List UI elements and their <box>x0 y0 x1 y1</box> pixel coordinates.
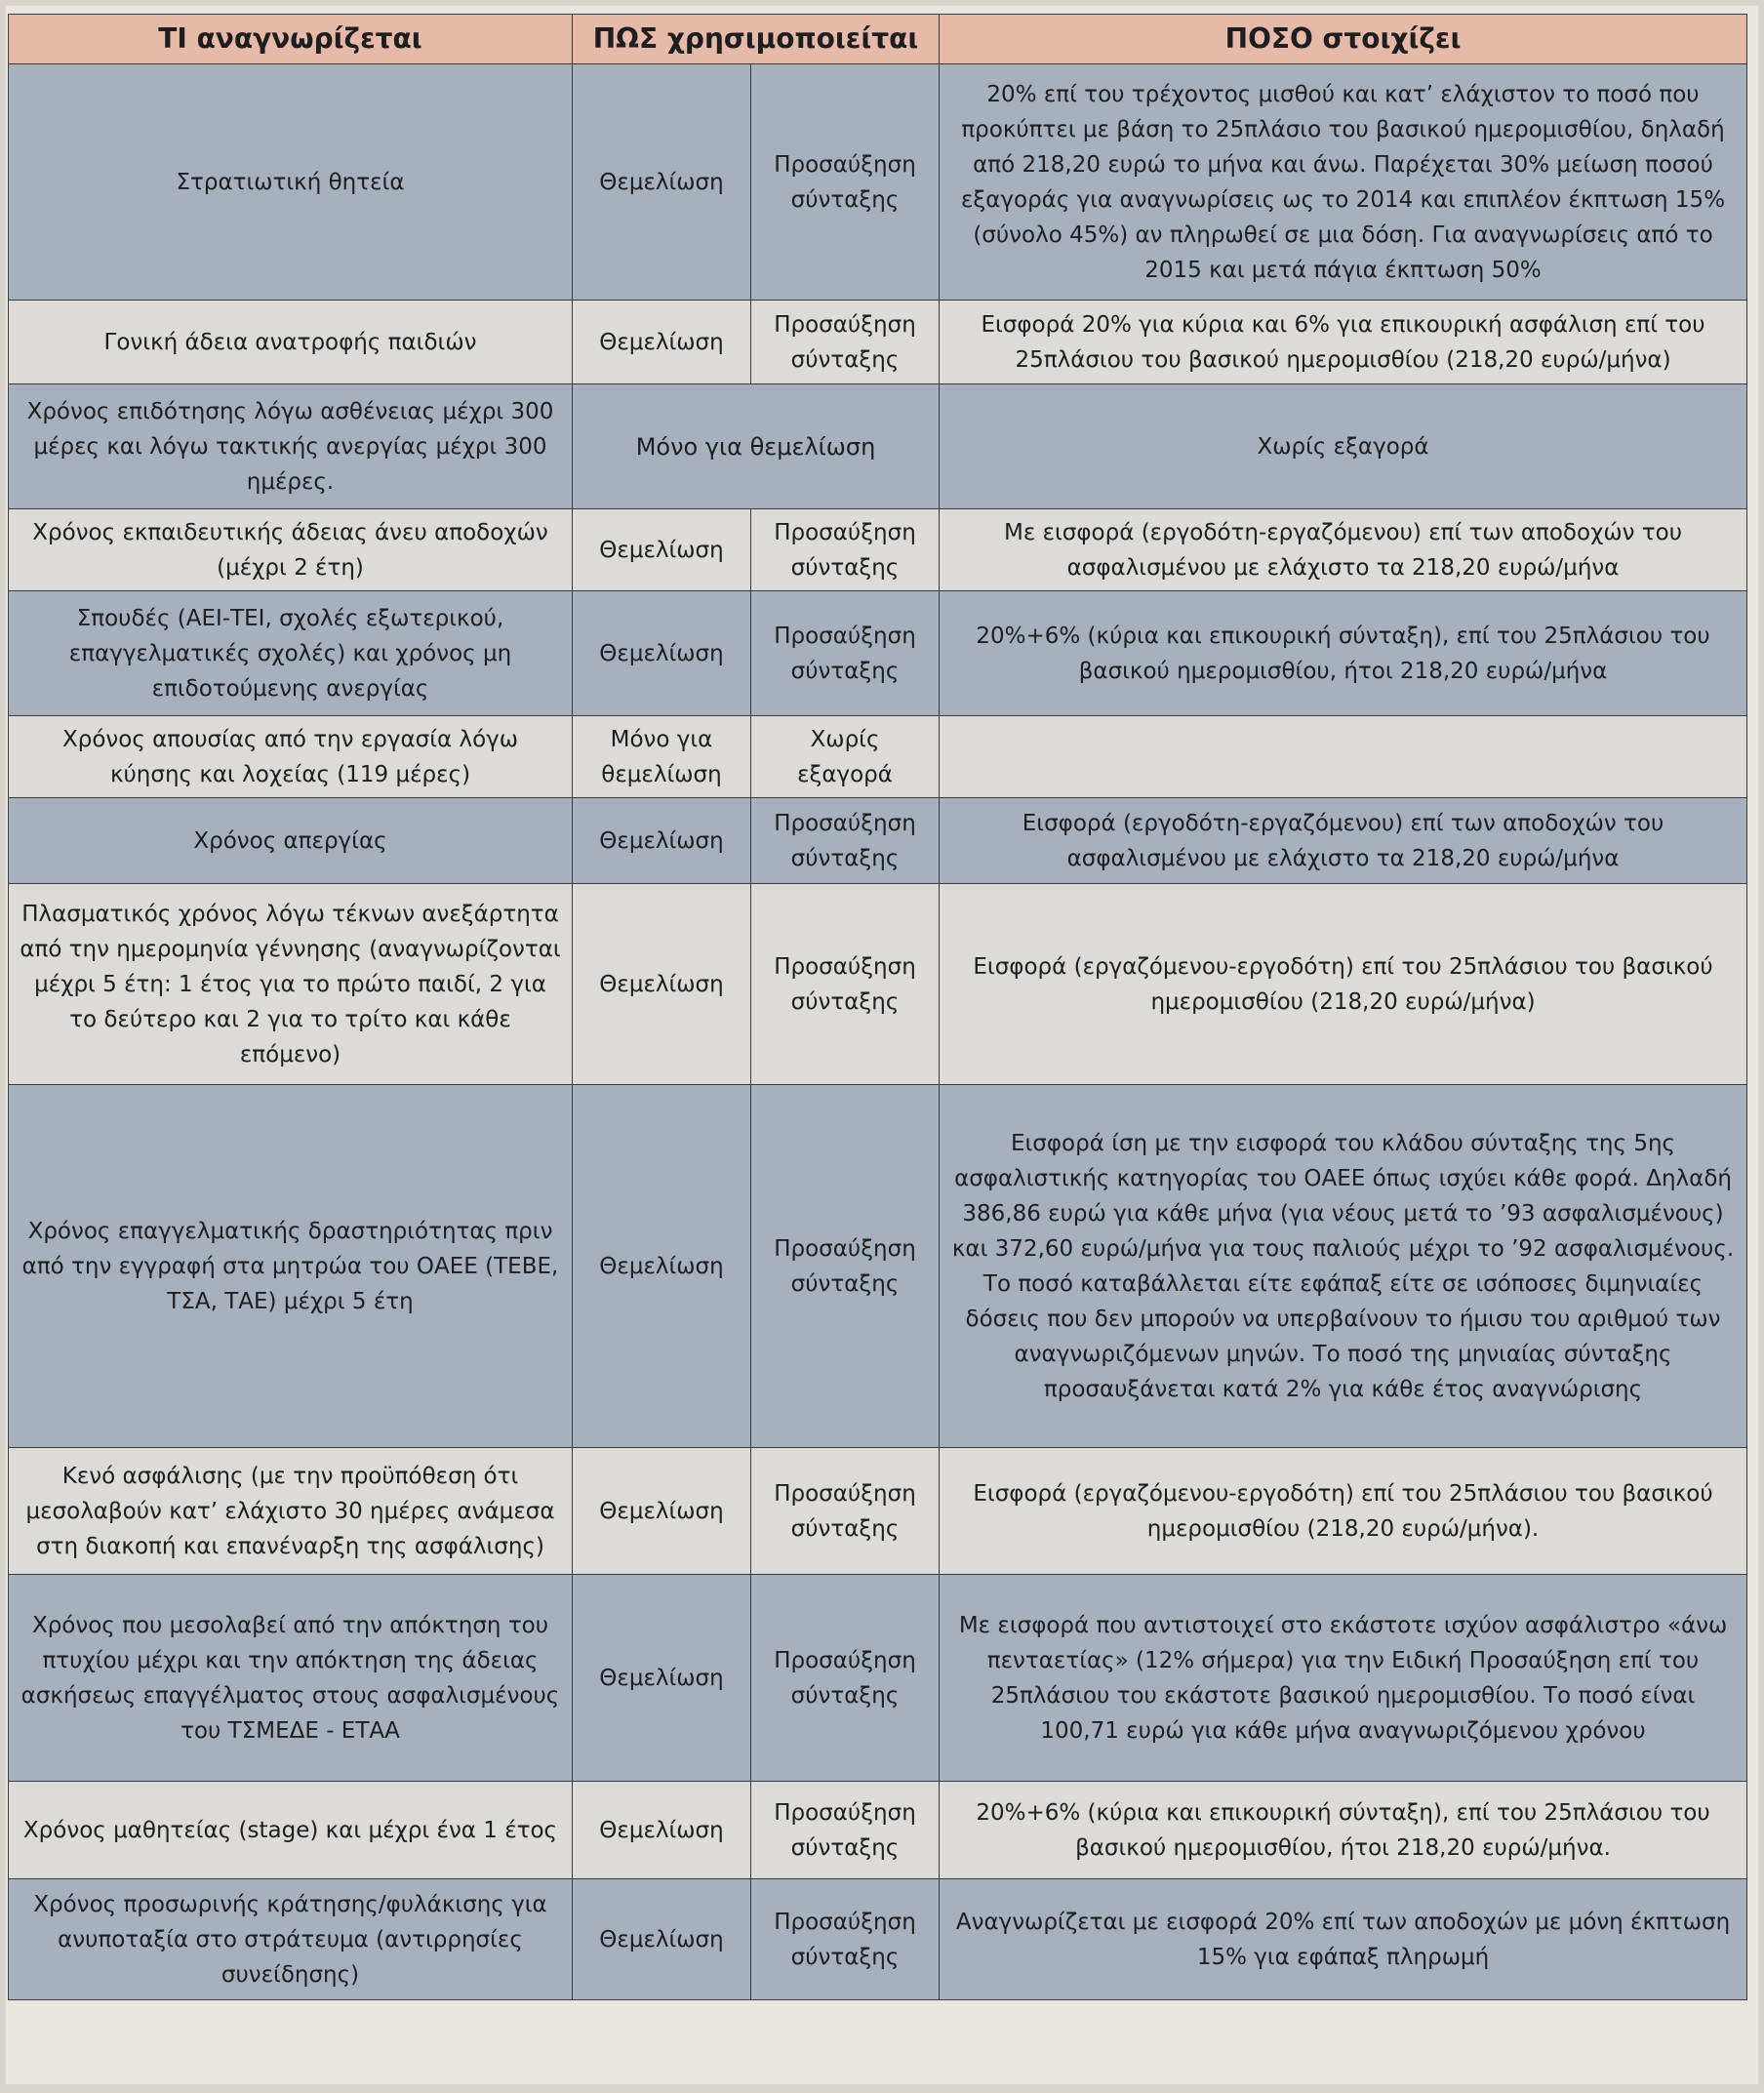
cell-what: Χρόνος που μεσολαβεί από την απόκτηση του πτυχίου μέχρι και την απόκτηση της άδειας ασκήσεως επαγγέλματος στους ασφαλισμένους του ΤΣΜΕΔΕ - ΕΤΑΑ <box>9 1575 573 1782</box>
cell-how-2: Προσαύξηση σύνταξης <box>751 301 940 384</box>
cell-cost: Αναγνωρίζεται με εισφορά 20% επί των αποδοχών με μόνη έκπτωση 15% για εφάπαξ πληρωμή <box>940 1879 1747 2000</box>
cell-what: Πλασματικός χρόνος λόγω τέκνων ανεξάρτητα από την ημερομηνία γέννησης (αναγνωρίζονται μέχρι 5 έτη: 1 έτος για το πρώτο παιδί, 2 για το δεύτερο και 2 για το τρίτο και κάθε επόμενο) <box>9 884 573 1085</box>
cell-how-2: Προσαύξηση σύνταξης <box>751 1085 940 1448</box>
cell-what: Χρόνος απεργίας <box>9 798 573 884</box>
table-row <box>9 384 1747 509</box>
table-row <box>9 716 1747 798</box>
cell-how-2: Προσαύξηση σύνταξης <box>751 509 940 591</box>
cell-how-1: Μόνο για θεμελίωση <box>573 716 751 798</box>
table-row <box>9 884 1747 1085</box>
table-row <box>9 301 1747 384</box>
table-row <box>9 1085 1747 1448</box>
cell-what: Χρόνος προσωρινής κράτησης/φυλάκισης για ανυποταξία στο στράτευμα (αντιρρησίες συνείδησης) <box>9 1879 573 2000</box>
cell-what: Χρόνος μαθητείας (stage) και μέχρι ένα 1 έτος <box>9 1782 573 1879</box>
cell-cost: Εισφορά (εργαζόμενου-εργοδότη) επί του 25πλάσιου του βασικού ημερομισθίου (218,20 ευρώ/μήνα) <box>940 884 1747 1085</box>
cell-how-2: Προσαύξηση σύνταξης <box>751 591 940 716</box>
cell-how-merged: Μόνο για θεμελίωση <box>573 384 940 509</box>
cell-how-1: Θεμελίωση <box>573 591 751 716</box>
cell-how-2: Προσαύξηση σύνταξης <box>751 1575 940 1782</box>
cell-what: Στρατιωτική θητεία <box>9 64 573 301</box>
pension-recognition-table <box>8 14 1747 2000</box>
cell-how-2: Χωρίς εξαγορά <box>751 716 940 798</box>
cell-cost: Με εισφορά (εργοδότη-εργαζόμενου) επί των αποδοχών του ασφαλισμένου με ελάχιστο τα 218,20 ευρώ/μήνα <box>940 509 1747 591</box>
cell-what: Χρόνος εκπαιδευτικής άδειας άνευ αποδοχών (μέχρι 2 έτη) <box>9 509 573 591</box>
table-row <box>9 1879 1747 2000</box>
cell-cost: Χωρίς εξαγορά <box>940 384 1747 509</box>
cell-how-2: Προσαύξηση σύνταξης <box>751 1448 940 1575</box>
table-row <box>9 1782 1747 1879</box>
cell-how-1: Θεμελίωση <box>573 1575 751 1782</box>
header-how: ΠΩΣ χρησιμοποιείται <box>573 15 940 64</box>
cell-cost: Εισφορά 20% για κύρια και 6% για επικουρική ασφάλιση επί του 25πλάσιου του βασικού ημερομισθίου (218,20 ευρώ/μήνα) <box>940 301 1747 384</box>
header-what: ΤΙ αναγνωρίζεται <box>9 15 573 64</box>
recognition-table-page <box>6 6 1758 2084</box>
cell-what: Χρόνος επαγγελματικής δραστηριότητας πριν από την εγγραφή στα μητρώα του ΟΑΕΕ (ΤΕΒΕ, ΤΣΑ, ΤΑΕ) μέχρι 5 έτη <box>9 1085 573 1448</box>
cell-cost: 20%+6% (κύρια και επικουρική σύνταξη), επί του 25πλάσιου του βασικού ημερομισθίου, ήτοι 218,20 ευρώ/μήνα <box>940 591 1747 716</box>
cell-how-1: Θεμελίωση <box>573 1085 751 1448</box>
cell-how-1: Θεμελίωση <box>573 884 751 1085</box>
table-row <box>9 1575 1747 1782</box>
cell-how-1: Θεμελίωση <box>573 798 751 884</box>
cell-cost: Εισφορά (εργαζόμενου-εργοδότη) επί του 25πλάσιου του βασικού ημερομισθίου (218,20 ευρώ/μήνα). <box>940 1448 1747 1575</box>
cell-cost: 20%+6% (κύρια και επικουρική σύνταξη), επί του 25πλάσιου του βασικού ημερομισθίου, ήτοι 218,20 ευρώ/μήνα. <box>940 1782 1747 1879</box>
cell-what: Χρόνος απουσίας από την εργασία λόγω κύησης και λοχείας (119 μέρες) <box>9 716 573 798</box>
cell-what: Κενό ασφάλισης (με την προϋπόθεση ότι μεσολαβούν κατ’ ελάχιστο 30 ημέρες ανάμεσα στη διακοπή και επανέναρξη της ασφάλισης) <box>9 1448 573 1575</box>
cell-how-1: Θεμελίωση <box>573 1782 751 1879</box>
cell-how-1: Θεμελίωση <box>573 1448 751 1575</box>
cell-what: Σπουδές (ΑΕΙ-ΤΕΙ, σχολές εξωτερικού, επαγγελματικές σχολές) και χρόνος μη επιδοτούμενης ανεργίας <box>9 591 573 716</box>
cell-cost <box>940 716 1747 798</box>
cell-cost: Με εισφορά που αντιστοιχεί στο εκάστοτε ισχύον ασφάλιστρο «άνω πενταετίας» (12% σήμερα) για την Ειδική Προσαύξηση επί του 25πλάσιου του εκάστοτε βασικού ημερομισθίου. Το ποσό είναι 100,71 ευρώ για κάθε μήνα αναγνωριζόμενου χρόνου <box>940 1575 1747 1782</box>
cell-how-1: Θεμελίωση <box>573 64 751 301</box>
cell-what: Χρόνος επιδότησης λόγω ασθένειας μέχρι 300 μέρες και λόγω τακτικής ανεργίας μέχρι 300 ημέρες. <box>9 384 573 509</box>
table-row <box>9 591 1747 716</box>
table-row <box>9 509 1747 591</box>
cell-how-2: Προσαύξηση σύνταξης <box>751 798 940 884</box>
cell-what: Γονική άδεια ανατροφής παιδιών <box>9 301 573 384</box>
table-row <box>9 64 1747 301</box>
cell-how-2: Προσαύξηση σύνταξης <box>751 64 940 301</box>
table-row <box>9 798 1747 884</box>
cell-how-1: Θεμελίωση <box>573 509 751 591</box>
header-cost: ΠΟΣΟ στοιχίζει <box>940 15 1747 64</box>
cell-cost: 20% επί του τρέχοντος μισθού και κατ’ ελάχιστον το ποσό που προκύπτει με βάση το 25πλάσιο του βασικού ημερομισθίου, δηλαδή από 218,20 ευρώ το μήνα και άνω. Παρέχεται 30% μείωση ποσού εξαγοράς για αναγνωρίσεις ως το 2014 και επιπλέον έκπτωση 15% (σύνολο 45%) αν πληρωθεί σε μια δόση. Για αναγνωρίσεις από το 2015 και μετά πάγια έκπτωση 50% <box>940 64 1747 301</box>
cell-how-2: Προσαύξηση σύνταξης <box>751 1879 940 2000</box>
cell-cost: Εισφορά (εργοδότη-εργαζόμενου) επί των αποδοχών του ασφαλισμένου με ελάχιστο τα 218,20 ευρώ/μήνα <box>940 798 1747 884</box>
cell-how-1: Θεμελίωση <box>573 1879 751 2000</box>
cell-cost: Εισφορά ίση με την εισφορά του κλάδου σύνταξης της 5ης ασφαλιστικής κατηγορίας του ΟΑΕΕ όπως ισχύει κάθε φορά. Δηλαδή 386,86 ευρώ για κάθε μήνα (για νέους μετά το ’93 ασφαλισμένους) και 372,60 ευρώ/μήνα για τους παλιούς μέχρι το ’92 ασφαλισμένους. Το ποσό καταβάλλεται είτε εφάπαξ είτε σε ισόποσες διμηνιαίες δόσεις που δεν μπορούν να υπερβαίνουν το ήμισυ του αριθμού των αναγνωριζόμενων μηνών. Το ποσό της μηνιαίας σύνταξης προσαυξάνεται κατά 2% για κάθε έτος αναγνώρισης <box>940 1085 1747 1448</box>
table-row <box>9 1448 1747 1575</box>
table-header-row <box>9 15 1747 64</box>
cell-how-1: Θεμελίωση <box>573 301 751 384</box>
cell-how-2: Προσαύξηση σύνταξης <box>751 1782 940 1879</box>
cell-how-2: Προσαύξηση σύνταξης <box>751 884 940 1085</box>
